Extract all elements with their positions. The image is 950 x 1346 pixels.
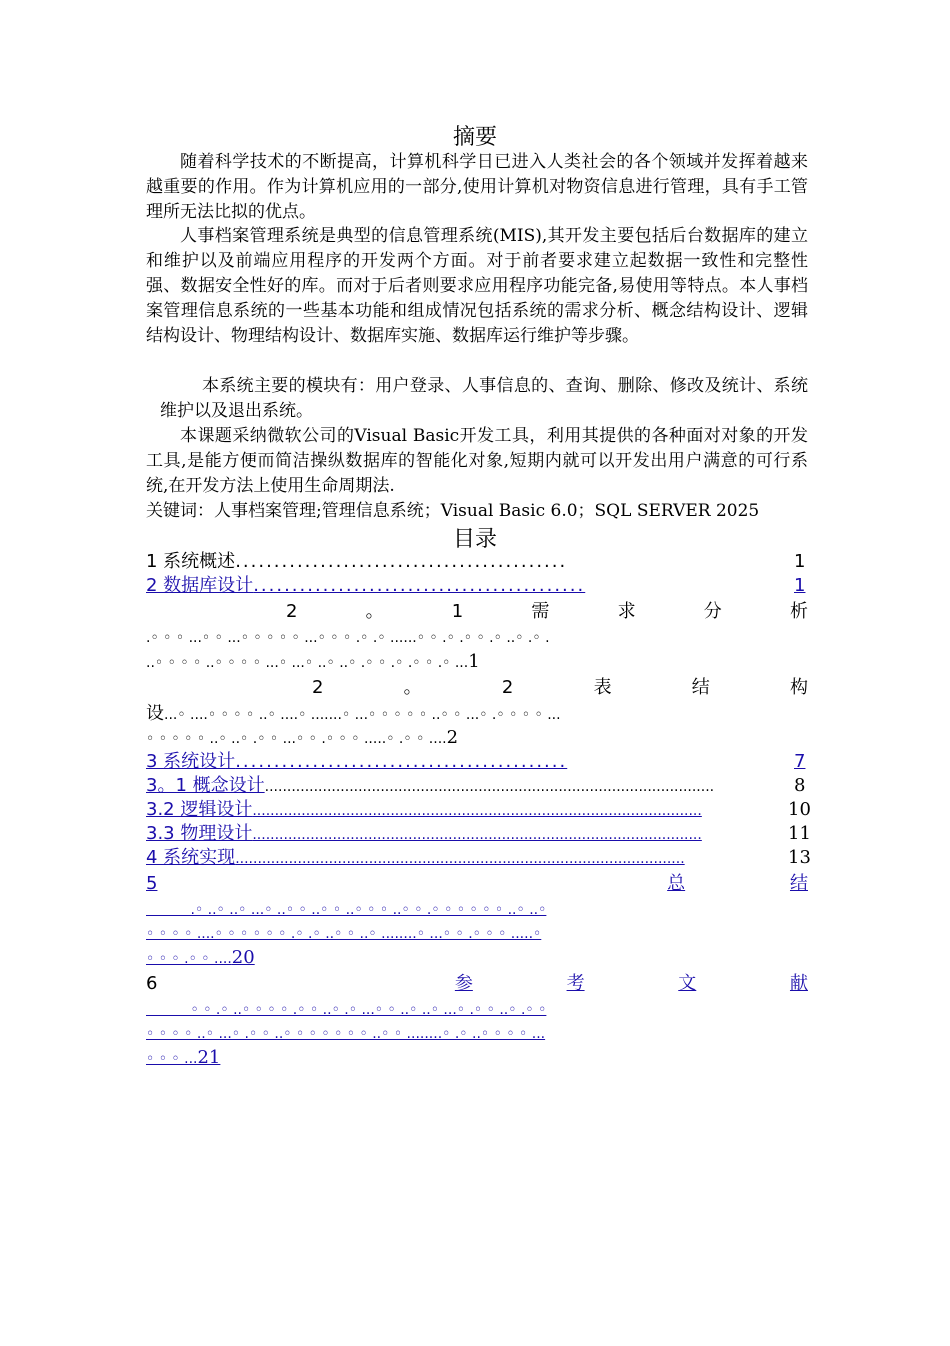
toc-leader-dots: ◦ ◦ ◦ ◦ ..◦ ...◦ .◦ ◦ ..◦ ◦ ◦ ◦ ◦ ◦ ◦ ..◦ ◦ ........◦ .◦ ..◦ ◦ ◦ ◦ ...	[146, 1026, 546, 1042]
toc-entry-3-3[interactable]	[146, 822, 790, 846]
toc-entry-label: 1 系统概述	[146, 551, 236, 572]
toc-label-char: 结	[789, 873, 808, 894]
toc-title: 目录	[452, 527, 497, 552]
toc-label-char: 6	[146, 973, 158, 994]
toc-leader-dots: .....................................................................................................	[252, 803, 702, 819]
toc-entry-1[interactable]	[146, 550, 808, 574]
toc-leader-dots: .◦ ◦ ◦ ...◦ ◦ ...◦ ◦ ◦ ◦ ◦ ...◦ ◦ ◦ .◦ .◦ ......◦ ◦ .◦ .◦ ◦ .◦ ..◦ .◦ .	[146, 630, 550, 646]
toc-leader-dots: ...........................................	[235, 551, 568, 572]
toc-entry-label: 2 数据库设计	[146, 575, 254, 596]
toc-entry-2-1[interactable]	[146, 600, 808, 624]
toc-label-char: 。	[403, 677, 422, 698]
toc-entry-2[interactable]	[146, 574, 808, 598]
toc-leader-dots: .....................................................................................................	[264, 779, 715, 795]
toc-label-char: 5	[146, 873, 158, 894]
abstract-paragraph-1: 随着科学技术的不断提高，计算机科学日已进入人类社会的各个领域并发挥着越来越重要的作用。作为计算机应用的一部分,使用计算机对物资信息进行管理，具有手工管理所无法比拟的优点。	[146, 152, 808, 222]
toc-entry-label[interactable]: 3。1 概念设计	[146, 775, 265, 796]
toc-label-char: 需	[531, 601, 550, 622]
toc-leader-dots: .....................................................................................................	[235, 851, 685, 867]
toc-leader-dots: ◦ ◦ .◦ ..◦ ◦ ◦ ◦ .◦ ◦ ..◦ .◦ ...◦ ◦ ..◦ ..◦ ...◦ .◦ ◦ ..◦ .◦ ◦	[146, 1002, 547, 1018]
toc-entry-label: 3 系统设计	[146, 751, 236, 772]
toc-leader-dots: ..◦ ◦ ◦ ◦ ..◦ ◦ ◦ ◦ ...◦ ...◦ ..◦ ..◦ .◦ ◦ .◦ .◦ ◦ .◦ ...1	[146, 651, 480, 672]
toc-leader-dots: ...........................................	[235, 751, 568, 772]
toc-label-char: 分	[703, 601, 722, 622]
toc-page-number[interactable]: 1	[794, 575, 806, 596]
toc-page-number: 1	[794, 551, 806, 572]
toc-page-number: 8	[794, 775, 806, 796]
toc-entry-5[interactable]	[146, 872, 808, 896]
toc-label-char: 构	[790, 677, 808, 698]
abstract-title: 摘要	[452, 125, 497, 150]
toc-entry-4[interactable]	[146, 846, 790, 870]
toc-label-char: 参	[454, 973, 473, 994]
toc-page-number: 10	[788, 799, 811, 820]
toc-label-char: 献	[789, 973, 808, 994]
toc-entry-3[interactable]	[146, 750, 808, 774]
toc-entry-3-2[interactable]	[146, 798, 790, 822]
toc-label-char: 析	[789, 601, 808, 622]
toc-entry-3-1[interactable]	[146, 774, 808, 798]
toc-leader-dots: ◦ ◦ ◦ .◦ ◦ ....20	[146, 947, 255, 968]
toc-label-char: 2	[501, 677, 514, 698]
toc-label-char: 。	[365, 601, 384, 622]
abstract-paragraph-4: 本课题采纳微软公司的Visual Basic开发工具，利用其提供的各种面对对象的开发工具,是能方便而简洁操纵数据库的智能化对象,短期内就可以开发出用户满意的可行系统,在开发方法上使用生命周期法.	[146, 426, 808, 496]
toc-label-char: 文	[678, 973, 697, 994]
toc-label-char: 设	[146, 703, 164, 724]
toc-label-char: 表	[593, 677, 612, 698]
toc-leader-dots: ◦ ◦ ◦ ...21	[146, 1047, 221, 1068]
abstract-paragraph-3: 本系统主要的模块有：用户登录、人事信息的、查询、删除、修改及统计、系统维护以及退出系统。	[160, 376, 808, 421]
toc-entry-label: 3.3 物理设计	[146, 823, 253, 844]
toc-entry-label: 4 系统实现	[146, 847, 236, 868]
toc-label-char: 2	[286, 601, 298, 622]
toc-label-char: 结	[691, 677, 710, 698]
toc-label-char: 2	[312, 677, 324, 698]
toc-page-number: 1	[468, 651, 480, 672]
toc-leader-dots: .◦ ..◦ ..◦ ...◦ ..◦ ◦ ..◦ ◦ ..◦ ◦ ◦ ..◦ ◦ .◦ ◦ ◦ ◦ ◦ ◦ ..◦ ..◦	[146, 902, 547, 918]
toc-page-number: 2	[446, 727, 459, 748]
toc-label-char: 总	[667, 873, 686, 894]
abstract-paragraph-2: 人事档案管理系统是典型的信息管理系统(MIS),其开发主要包括后台数据库的建立和维护以及前端应用程序的开发两个方面。对于前者要求建立起数据一致性和完整性强、数据安全性好的库。而对于后者则要求应用程序功能完备,易使用等特点。本人事档案管理信息系统的一些基本功能和组成情况包括系统的需求分析、概念结构设计、逻辑结构设计、物理结构设计、数据库实施、数据库运行维护等步骤。	[146, 226, 808, 346]
keywords-line: 关键词：人事档案管理;管理信息系统；Visual Basic 6.0；SQL SERVER 2025	[146, 501, 760, 521]
toc-label-char: 考	[566, 973, 585, 994]
toc-leader-dots: ◦ ◦ ◦ ◦ ....◦ ◦ ◦ ◦ ◦ ◦ .◦ .◦ ..◦ ◦ ..◦ ........◦ ...◦ ◦ .◦ ◦ ◦ .....◦	[146, 926, 542, 942]
toc-page-number: 11	[788, 823, 811, 844]
toc-label-char: 1	[451, 601, 464, 622]
toc-leader-dots: ◦ ◦ ◦ ◦ ◦ ..◦ ..◦ .◦ ◦ ...◦ ◦ .◦ ◦ ◦ .....◦ .◦ ◦ ....2	[146, 727, 459, 748]
toc-page-number: 20	[231, 947, 255, 968]
toc-entry-label: 3.2 逻辑设计	[146, 799, 253, 820]
toc-leader-dots: 设...◦ ....◦ ◦ ◦ ◦ ..◦ ....◦ .......◦ ...◦ ◦ ◦ ◦ ◦ ..◦ ◦ ...◦ .◦ ◦ ◦ ◦ ...	[146, 703, 561, 724]
toc-entry-6[interactable]	[146, 972, 808, 996]
toc-entry-2-2[interactable]	[146, 676, 808, 700]
toc-leader-dots: .....................................................................................................	[252, 827, 702, 843]
toc-leader-dots: ...........................................	[253, 575, 586, 596]
toc-page-number: 13	[788, 847, 811, 868]
toc-page-number[interactable]: 7	[794, 751, 806, 772]
toc-page-number: 21	[197, 1047, 221, 1068]
toc-label-char: 求	[617, 601, 636, 622]
